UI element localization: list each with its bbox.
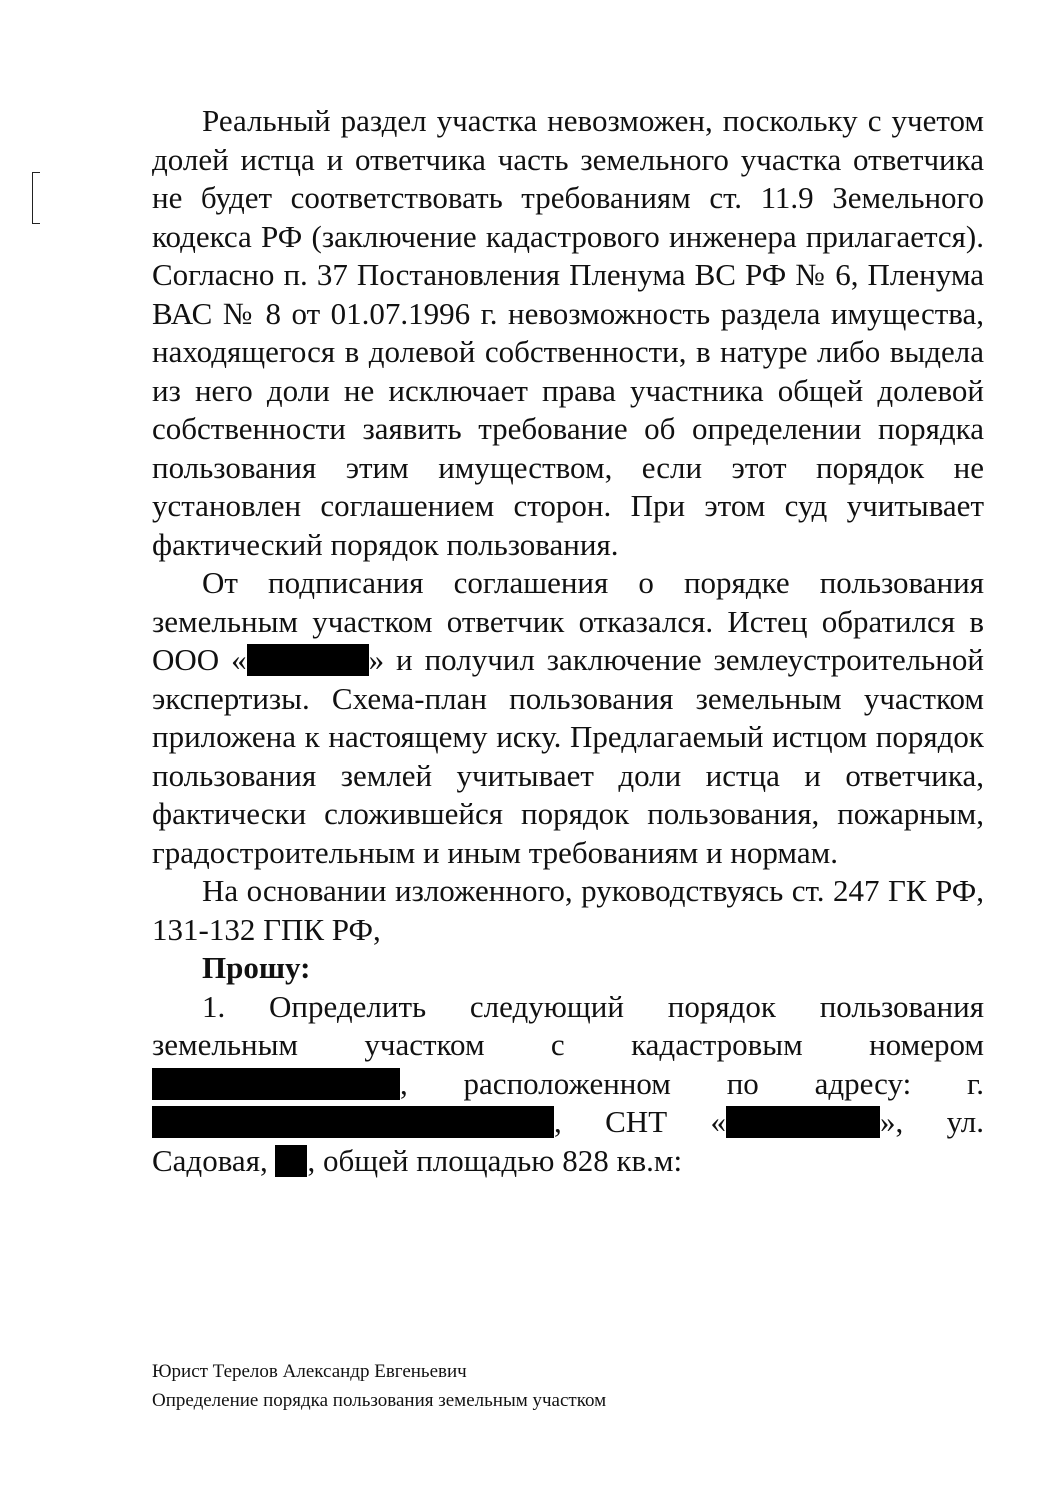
redacted-city [152, 1106, 554, 1138]
redacted-snt-name [726, 1106, 880, 1138]
paragraph-expertise-end: » и получил заключение землеустроительной экспертизы. Схема-план пользования земельным участком приложена к настоящему иску. Предлагаемый истцом порядок пользования землей учитывает доли истца и ответчика, фактически сложившейся порядок пользования, пожарным, градостроительным и иным требованиям и нормам. [152, 642, 984, 870]
request-item-1-area: , общей площадью 828 кв.м: [307, 1142, 683, 1178]
document-body [152, 102, 984, 1180]
paragraph-expertise [152, 564, 984, 872]
footer-document-title: Определение порядка пользования земельным участком [152, 1390, 607, 1411]
page-footer [152, 1357, 952, 1415]
redacted-house-number [275, 1145, 307, 1177]
request-item-1 [152, 988, 984, 1181]
request-heading: Прошу: [202, 950, 311, 985]
redacted-cadastral-number [152, 1068, 400, 1100]
paragraph-legal-basis: На основании изложенного, руководствуясь ст. 247 ГК РФ, 131-132 ГПК РФ, [152, 873, 984, 947]
redacted-company-name [247, 644, 369, 676]
request-item-1-street: », ул. Садовая, [152, 1104, 985, 1178]
margin-bracket-mark [32, 172, 40, 224]
paragraph-partition-impossible: Реальный раздел участка невозможен, поскольку с учетом долей истца и ответчика часть земельного участка ответчика не будет соответствовать требованиям ст. 11.9 Земельного кодекса РФ (заключение кадастрового инженера прилагается). Согласно п. 37 Постановления Пленума ВС РФ № 6, Пленума ВАС № 8 от 01.07.1996 г. невозможность раздела имущества, находящегося в долевой собственности, в натуре либо выдела из него доли не исключает права участника общей долевой собственности заявить требование об определении порядка пользования этим имуществом, если этот порядок не установлен соглашением сторон. При этом суд учитывает фактический порядок пользования. [152, 103, 984, 562]
request-item-1-start: 1. Определить следующий порядок пользования земельным участком с кадастровым номером [152, 988, 984, 1062]
request-item-1-snt: , СНТ « [554, 1104, 727, 1139]
paragraph-expertise-start: От подписания соглашения о порядке пользования земельным участком ответчик отказался. Истец обратился в ООО « [152, 565, 984, 677]
footer-author: Юрист Терелов Александр Евгеньевич [152, 1361, 467, 1382]
request-item-1-address: , расположенном по адресу: г. [400, 1065, 984, 1101]
